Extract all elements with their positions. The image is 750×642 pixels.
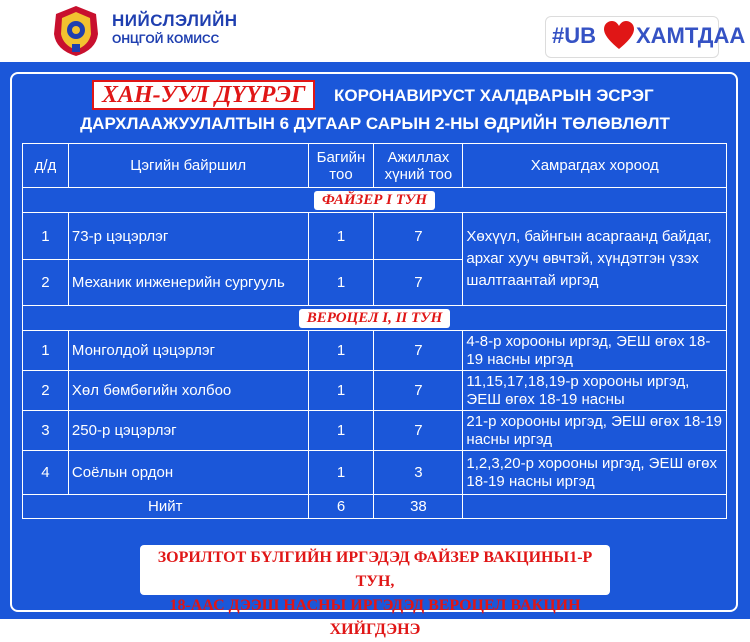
- footer-note: [140, 545, 610, 638]
- footer-line-2: 18-ААС ДЭЭШ НАСНЫ ИРГЭДЭД ВЕРОЦЕЛ ВАКЦИН ХИЙГДЭНЭ: [169, 597, 581, 638]
- phase-1-row: [23, 188, 727, 213]
- header-location: Цэгийн байршил: [68, 144, 308, 188]
- row-coverage: 21-р хорооны иргэд, ЭЕШ өгөх 18-19 насны иргэд: [463, 411, 727, 451]
- row-no: 2: [23, 371, 69, 411]
- row-staff: 7: [374, 371, 463, 411]
- table-row: [23, 213, 727, 260]
- tag-right-text: ХАМТДАА: [636, 23, 746, 48]
- table-header-row: [23, 144, 727, 188]
- phase-2-label: ВЕРОЦЕЛ I, II ТУН: [299, 309, 451, 328]
- row-no: 4: [23, 451, 69, 495]
- district-title: ХАН-УУЛ ДҮҮРЭГ: [92, 80, 315, 110]
- total-label: Нийт: [23, 495, 309, 519]
- row-coverage: 11,15,17,18,19-р хорооны иргэд, ЭЕШ өгөх 18-19 насны: [463, 371, 727, 411]
- row-location: Соёлын ордон: [68, 451, 308, 495]
- row-teams: 1: [308, 260, 374, 306]
- row-teams: 1: [308, 371, 374, 411]
- row-no: 1: [23, 213, 69, 260]
- row-location: 250-р цэцэрлэг: [68, 411, 308, 451]
- heart-icon: [603, 20, 635, 52]
- table-row: [23, 411, 727, 451]
- row-teams: 1: [308, 331, 374, 371]
- row-no: 1: [23, 331, 69, 371]
- table-row: [23, 331, 727, 371]
- row-coverage: Хөхүүл, байнгын асаргаанд байдаг, архаг хууч өвчтэй, хүндэтгэн үзэх шалтгаантай иргэд: [463, 213, 727, 306]
- total-teams: 6: [308, 495, 374, 519]
- row-coverage: 1,2,3,20-р хорооны иргэд, ЭЕШ өгөх 18-19 насны иргэд: [463, 451, 727, 495]
- campaign-tag: [545, 16, 746, 58]
- header-staff: Ажиллах хүний тоо: [374, 144, 463, 188]
- row-staff: 7: [374, 213, 463, 260]
- phase-2-row: [23, 306, 727, 331]
- row-location: 73-р цэцэрлэг: [68, 213, 308, 260]
- phase-1-label: ФАЙЗЕР I ТУН: [314, 191, 435, 210]
- header-coverage: Хамрагдах хороод: [463, 144, 727, 188]
- table-row: [23, 451, 727, 495]
- table-row: [23, 371, 727, 411]
- total-staff: 38: [374, 495, 463, 519]
- row-no: 2: [23, 260, 69, 306]
- header-teams: Багийн тоо: [308, 144, 374, 188]
- title-line-1: КОРОНАВИРУСТ ХАЛДВАРЫН ЭСРЭГ: [334, 86, 654, 105]
- organization-name: [112, 12, 238, 48]
- row-location: Хөл бөмбөгийн холбоо: [68, 371, 308, 411]
- row-teams: 1: [308, 213, 374, 260]
- top-bar: [0, 0, 750, 62]
- row-staff: 3: [374, 451, 463, 495]
- org-line-1: НИЙСЛЭЛИЙН: [112, 11, 238, 30]
- footer-line-1: ЗОРИЛТОТ БҮЛГИЙН ИРГЭДЭД ФАЙЗЕР ВАКЦИНЫ1-Р ТУН,: [157, 549, 593, 590]
- org-line-2: ОНЦГОЙ КОМИСС: [112, 32, 220, 46]
- row-location: Монголдой цэцэрлэг: [68, 331, 308, 371]
- total-coverage-empty: [463, 495, 727, 519]
- emblem-icon: [46, 4, 106, 58]
- title-line-2: ДАРХЛААЖУУЛАЛТЫН 6 ДУГААР САРЫН 2-НЫ ӨДРИЙН ТӨЛӨВЛӨЛТ: [80, 114, 670, 133]
- tag-left-text: #UB: [552, 23, 597, 48]
- row-teams: 1: [308, 451, 374, 495]
- total-row: [23, 495, 727, 519]
- row-teams: 1: [308, 411, 374, 451]
- row-location: Механик инженерийн сургууль: [68, 260, 308, 306]
- row-coverage: 4-8-р хорооны иргэд, ЭЕШ өгөх 18-19 насны иргэд: [463, 331, 727, 371]
- row-no: 3: [23, 411, 69, 451]
- vaccination-plan-table: [22, 143, 727, 519]
- row-staff: 7: [374, 260, 463, 306]
- row-staff: 7: [374, 331, 463, 371]
- row-staff: 7: [374, 411, 463, 451]
- header-no: д/д: [23, 144, 69, 188]
